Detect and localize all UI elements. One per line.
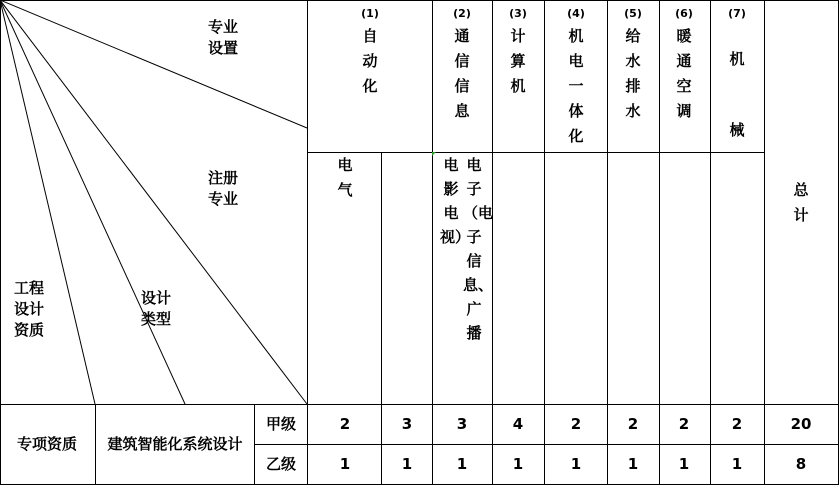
- specialty-num: (2): [453, 7, 471, 20]
- specialty-num: (1): [361, 7, 379, 20]
- registered-specialty-label: 注册专业: [208, 169, 239, 208]
- total-label: 总计: [793, 181, 809, 224]
- total-cell: 20: [790, 415, 812, 433]
- specialty-name: 机械: [729, 50, 745, 139]
- value-cell: 2: [678, 415, 690, 433]
- value-cell: 2: [570, 415, 582, 433]
- intelligent-building-design-label: 建筑智能化系统设计: [107, 435, 243, 453]
- value-cell: 1: [570, 455, 582, 473]
- specialty-name: 机电一体化: [568, 27, 584, 145]
- specialty-num: (3): [509, 7, 527, 20]
- value-cell: 2: [339, 415, 351, 433]
- specialty-num: (4): [567, 7, 585, 20]
- value-cell: 1: [401, 455, 413, 473]
- value-cell: 3: [401, 415, 413, 433]
- value-cell: 4: [512, 415, 524, 433]
- value-cell: 2: [627, 415, 639, 433]
- specialty-name: 给水排水: [625, 27, 641, 120]
- specialty-num: (6): [675, 7, 693, 20]
- specialty-name: 通信信息: [454, 27, 470, 120]
- qualification-label: 工程设计资质: [14, 279, 45, 339]
- specialty-name: 暖通空调: [676, 27, 692, 120]
- registered-film-tv: 电影电视）: [440, 156, 471, 246]
- specialty-name: 自动化: [362, 27, 378, 95]
- value-cell: 1: [678, 455, 690, 473]
- specialty-name: 计算机: [510, 27, 526, 95]
- grade-label: 甲级: [265, 415, 297, 433]
- value-cell: 3: [456, 415, 468, 433]
- value-cell: 1: [339, 455, 351, 473]
- value-cell: 1: [731, 455, 743, 473]
- design-type-label: 设计类型: [141, 289, 172, 328]
- specialty-num: (5): [624, 7, 642, 20]
- registered-electronics: 电子（电子信息、广播: [463, 156, 494, 342]
- value-cell: 1: [627, 455, 639, 473]
- specialty-setting-label: 专业设置: [208, 18, 239, 57]
- value-cell: 2: [731, 415, 743, 433]
- grade-label: 乙级: [265, 455, 297, 473]
- registered-electrical: 电气: [337, 156, 353, 199]
- value-cell: 1: [456, 455, 468, 473]
- total-cell: 8: [795, 455, 807, 473]
- special-qualification-label: 专项资质: [16, 435, 78, 453]
- value-cell: 1: [512, 455, 524, 473]
- specialty-num: (7): [728, 7, 746, 20]
